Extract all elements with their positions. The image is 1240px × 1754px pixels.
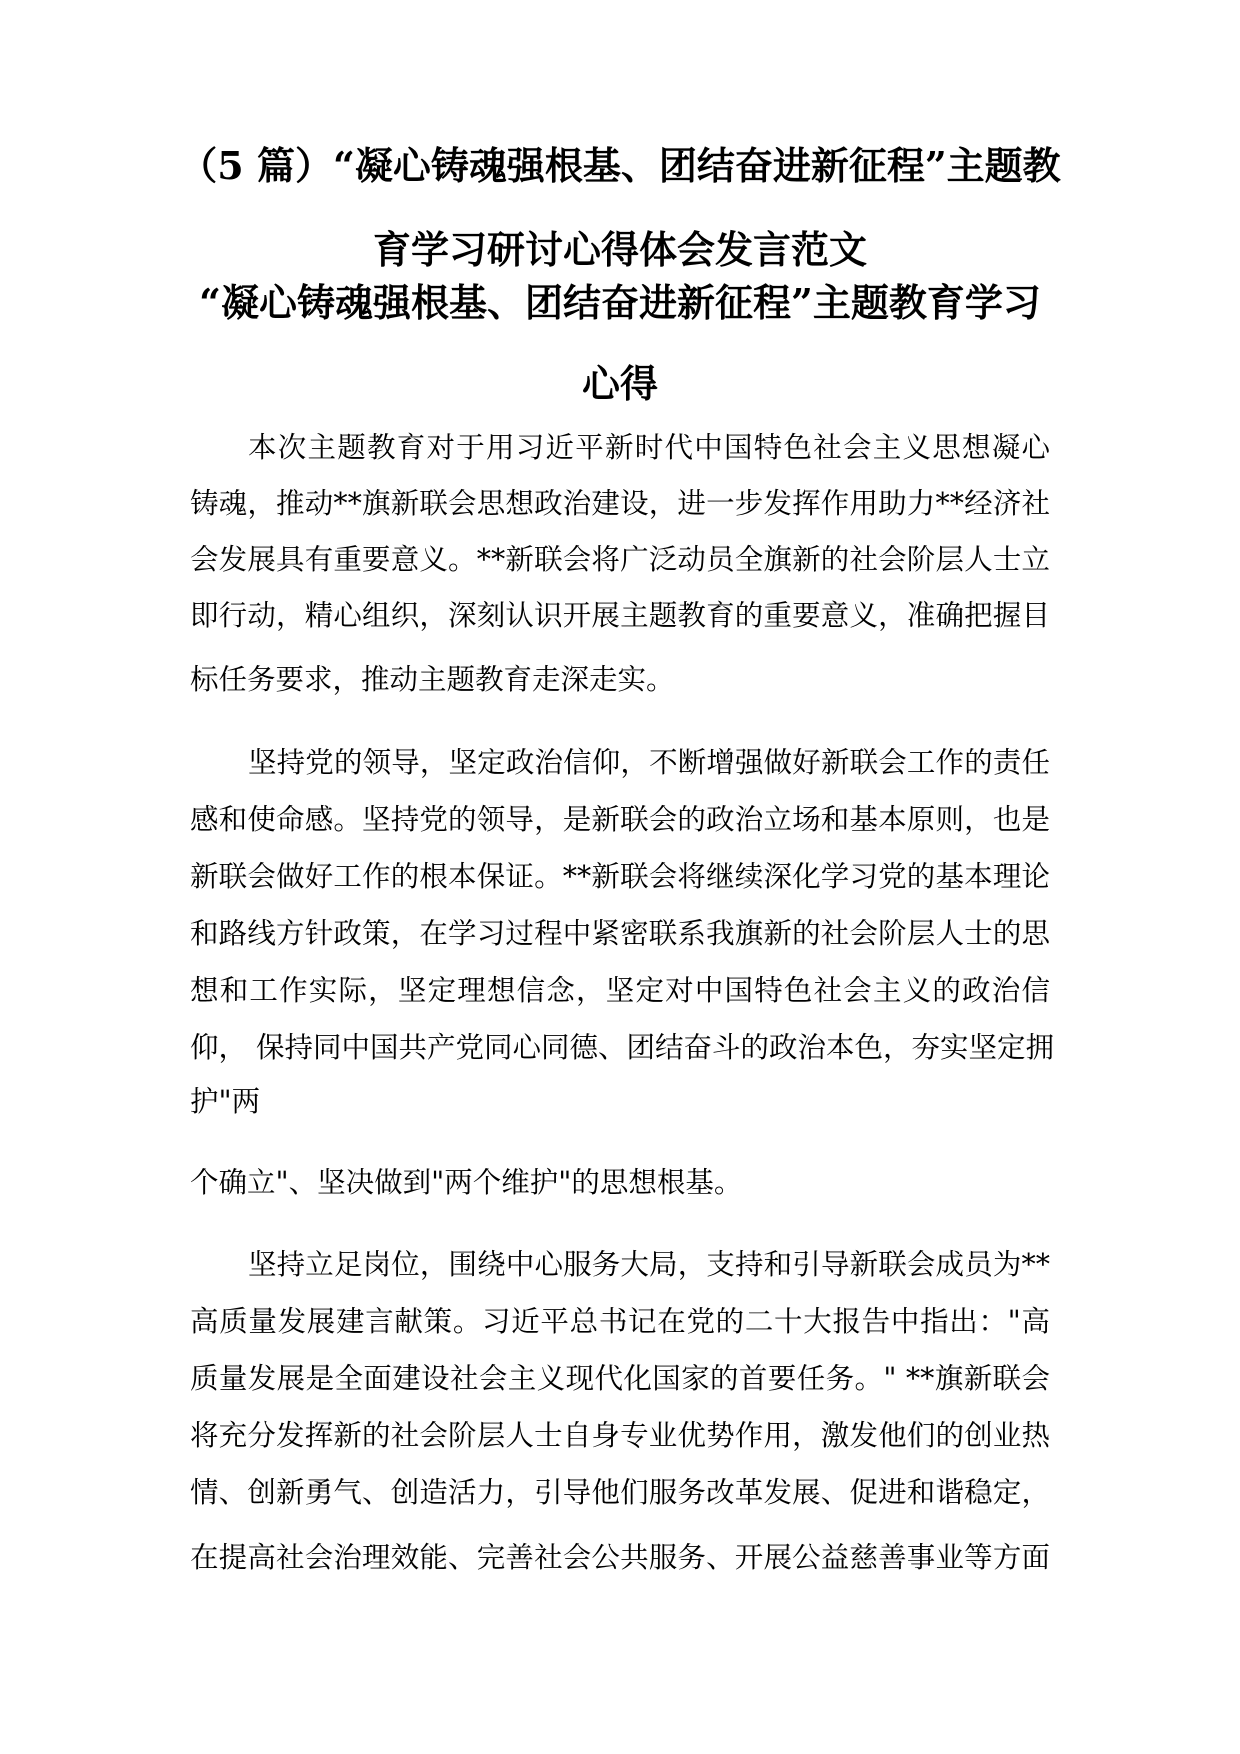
document-title-line-1: （5 篇）“凝心铸魂强根基、团结奋进新征程”主题教 <box>179 143 1061 188</box>
document-subtitle-line-1: “凝心铸魂强根基、团结奋进新征程”主题教育学习 <box>199 280 1041 325</box>
document-title-line-2: 育学习研讨心得体会发言范文 <box>372 227 867 272</box>
paragraph-2-line: 护"两 <box>190 1085 261 1118</box>
paragraph-3-line: 情、创新勇气、创造活力，引导他们服务改革发展、促进和谐稳定， <box>190 1476 1050 1509</box>
paragraph-3-line: 在提高社会治理效能、完善社会公共服务、开展公益慈善事业等方面 <box>190 1541 1050 1574</box>
paragraph-1-line: 本次主题教育对于用习近平新时代中国特色社会主义思想凝心 <box>248 431 1050 464</box>
paragraph-3-line: 质量发展是全面建设社会主义现代化国家的首要任务。" **旗新联会 <box>190 1362 1050 1395</box>
paragraph-3-line: 高质量发展建言献策。习近平总书记在党的二十大报告中指出："高 <box>190 1305 1050 1338</box>
paragraph-1-line: 即行动，精心组织，深刻认识开展主题教育的重要意义，准确把握目 <box>190 599 1050 632</box>
paragraph-3-line: 将充分发挥新的社会阶层人士自身专业优势作用，激发他们的创业热 <box>190 1419 1050 1452</box>
paragraph-2-line: 和路线方针政策，在学习过程中紧密联系我旗新的社会阶层人士的思 <box>190 917 1050 950</box>
paragraph-2-line: 仰， 保持同中国共产党同心同德、团结奋斗的政治本色，夯实坚定拥 <box>190 1031 1055 1064</box>
paragraph-2-line: 坚持党的领导，坚定政治信仰，不断增强做好新联会工作的责任 <box>248 746 1050 779</box>
paragraph-1-line: 标任务要求，推动主题教育走深走实。 <box>190 663 675 696</box>
paragraph-2-line: 新联会做好工作的根本保证。**新联会将继续深化学习党的基本理论 <box>190 860 1050 893</box>
paragraph-3-line: 坚持立足岗位，围绕中心服务大局，支持和引导新联会成员为** <box>248 1248 1050 1281</box>
paragraph-2-line: 感和使命感。坚持党的领导，是新联会的政治立场和基本原则，也是 <box>190 803 1050 836</box>
paragraph-2-line: 个确立"、坚决做到"两个维护"的思想根基。 <box>190 1166 743 1199</box>
paragraph-1-line: 会发展具有重要意义。**新联会将广泛动员全旗新的社会阶层人士立 <box>190 543 1050 576</box>
paragraph-1-line: 铸魂，推动**旗新联会思想政治建设，进一步发挥作用助力**经济社 <box>190 487 1050 520</box>
paragraph-2-line: 想和工作实际，坚定理想信念，坚定对中国特色社会主义的政治信 <box>190 974 1050 1007</box>
document-subtitle-line-2: 心得 <box>581 361 658 406</box>
